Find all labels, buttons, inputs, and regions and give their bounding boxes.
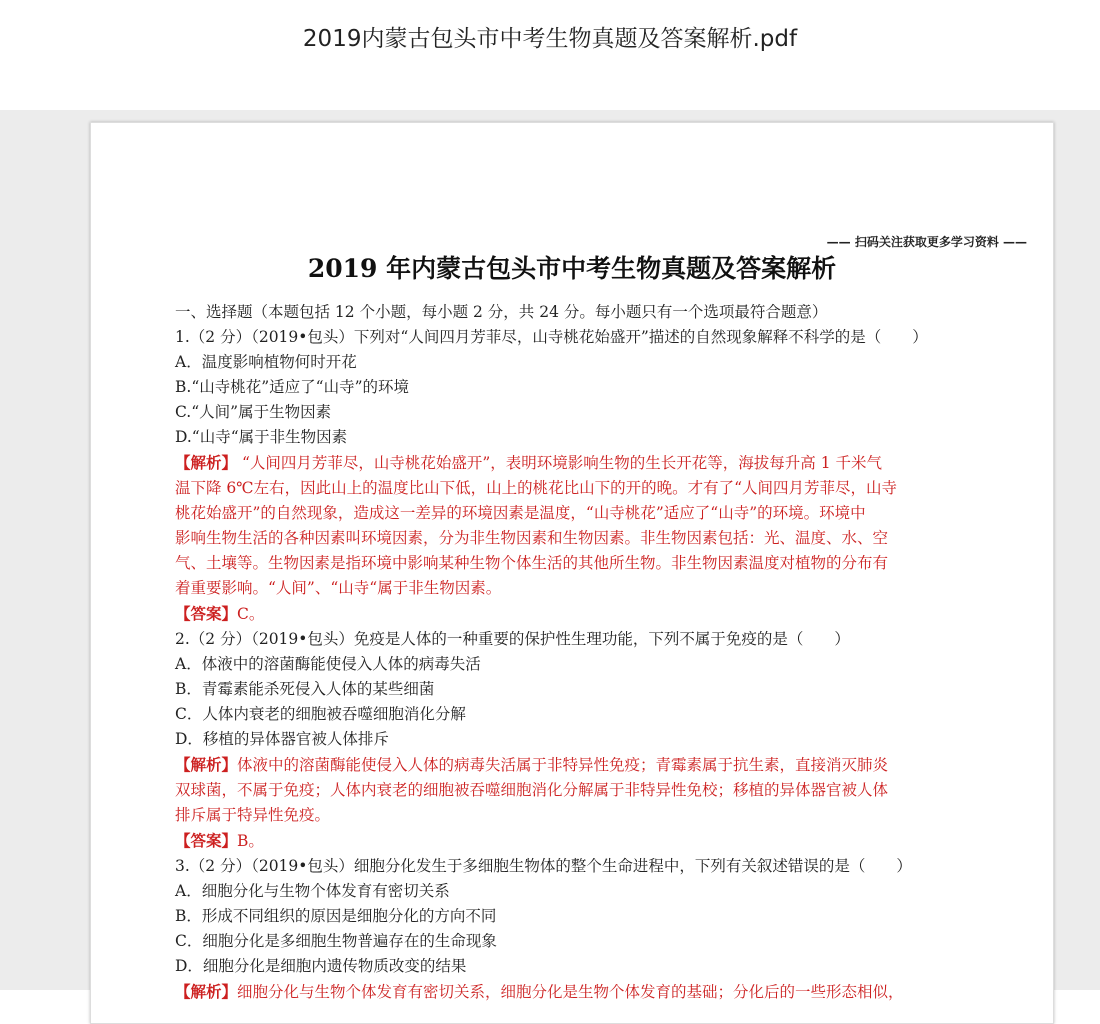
- q2-option-b: B．青霉素能杀死侵入人体的某些细菌: [175, 680, 435, 698]
- q1-explanation-line: 影响生物生活的各种因素叫环境因素，分为非生物因素和生物因素。非生物因素包括：光、温度、水、空: [175, 529, 889, 547]
- q1-option-d: D.“山寺“属于非生物因素: [175, 428, 348, 446]
- q2-answer-label: 【答案】: [175, 831, 238, 850]
- q2-answer: [175, 828, 975, 854]
- q2-option-d: D．移植的异体器官被人体排斥: [175, 730, 389, 748]
- question-2-stem: 2.（2 分）（2019•包头）免疫是人体的一种重要的保护性生理功能，下列不属于免疫的是（ ）: [175, 630, 850, 648]
- q1-explanation-line: 桃花始盛开”的自然现象，造成这一差异的环境因素是温度，“山寺桃花”适应了“山寺”的环境。环境中: [175, 504, 866, 522]
- top-bar: [0, 0, 1100, 110]
- q2-option-c: C．人体内衰老的细胞被吞噬细胞消化分解: [175, 705, 466, 723]
- q3-option-b: B．形成不同组织的原因是细胞分化的方向不同: [175, 907, 497, 925]
- q1-option-c: C.“人间”属于生物因素: [175, 403, 332, 421]
- file-title: 2019内蒙古包头市中考生物真题及答案解析.pdf: [302, 26, 798, 52]
- q2-explanation-label: 【解析】: [175, 755, 238, 774]
- q3-explanation-line: 【解析】细胞分化与生物个体发育有密切关系，细胞分化是生物个体发育的基础；分化后的一些形态相似，: [175, 982, 904, 1001]
- q3-option-d: D．细胞分化是细胞内遗传物质改变的结果: [175, 957, 467, 975]
- q1-answer-value: C。: [237, 605, 265, 623]
- q3-option-c: C．细胞分化是多细胞生物普遍存在的生命现象: [175, 932, 497, 950]
- document-title: 2019 年内蒙古包头市中考生物真题及答案解析: [307, 254, 837, 283]
- q2-explanation-line: 排斥属于特异性免疫。: [175, 806, 331, 824]
- q1-option-a: A．温度影响植物何时开花: [175, 353, 357, 371]
- watermark-text: —— 扫码关注获取更多学习资料 ——: [826, 235, 1027, 249]
- q3-explanation-label: 【解析】: [175, 982, 238, 1001]
- q1-explanation-line: 着重要影响。“人间”、“山寺“属于非生物因素。: [175, 579, 502, 597]
- q2-answer-value: B。: [237, 832, 264, 850]
- q3-option-a: A．细胞分化与生物个体发育有密切关系: [175, 882, 450, 900]
- pdf-viewer[interactable]: [0, 110, 1100, 1001]
- q1-answer: [175, 601, 975, 627]
- q2-option-a: A．体液中的溶菌酶能使侵入人体的病毒失活: [175, 655, 481, 673]
- q2-explanation-line: 【解析】体液中的溶菌酶能使侵入人体的病毒失活属于非特异性免疫；青霉素属于抗生素，直接消灭肺炎: [175, 755, 889, 774]
- q1-answer-label: 【答案】: [175, 604, 238, 623]
- document-body: [175, 300, 975, 1005]
- q1-option-b: B.“山寺桃花”适应了“山寺”的环境: [175, 378, 410, 396]
- q1-explanation-line: 【解析】 “人间四月芳菲尽，山寺桃花始盛开”，表明环境影响生物的生长开花等，海拔每升高 1 千米气: [175, 453, 883, 472]
- question-3-stem: 3.（2 分）（2019•包头）细胞分化发生于多细胞生物体的整个生命进程中，下列有关叙述错误的是（ ）: [175, 857, 912, 875]
- q1-explanation-label: 【解析】: [175, 453, 238, 472]
- section-header: 一、选择题（本题包括 12 个小题，每小题 2 分，共 24 分。每小题只有一个选项最符合题意）: [175, 303, 828, 321]
- question-1-stem: 1.（2 分）（2019•包头）下列对“人间四月芳菲尽，山寺桃花始盛开”描述的自然现象解释不科学的是（ ）: [175, 328, 928, 346]
- q1-explanation-line: 温下降 6℃左右，因此山上的温度比山下低，山上的桃花比山下的开的晚。才有了“人间四月芳菲尽，山寺: [175, 479, 898, 497]
- q1-explanation-line: 气、土壤等。生物因素是指环境中影响某种生物个体生活的其他所生物。非生物因素温度对植物的分布有: [175, 554, 889, 572]
- q2-explanation-line: 双球菌，不属于免疫；人体内衰老的细胞被吞噬细胞消化分解属于非特异性免校；移植的异体器官被人体: [175, 781, 889, 799]
- pdf-page: [90, 122, 1054, 1024]
